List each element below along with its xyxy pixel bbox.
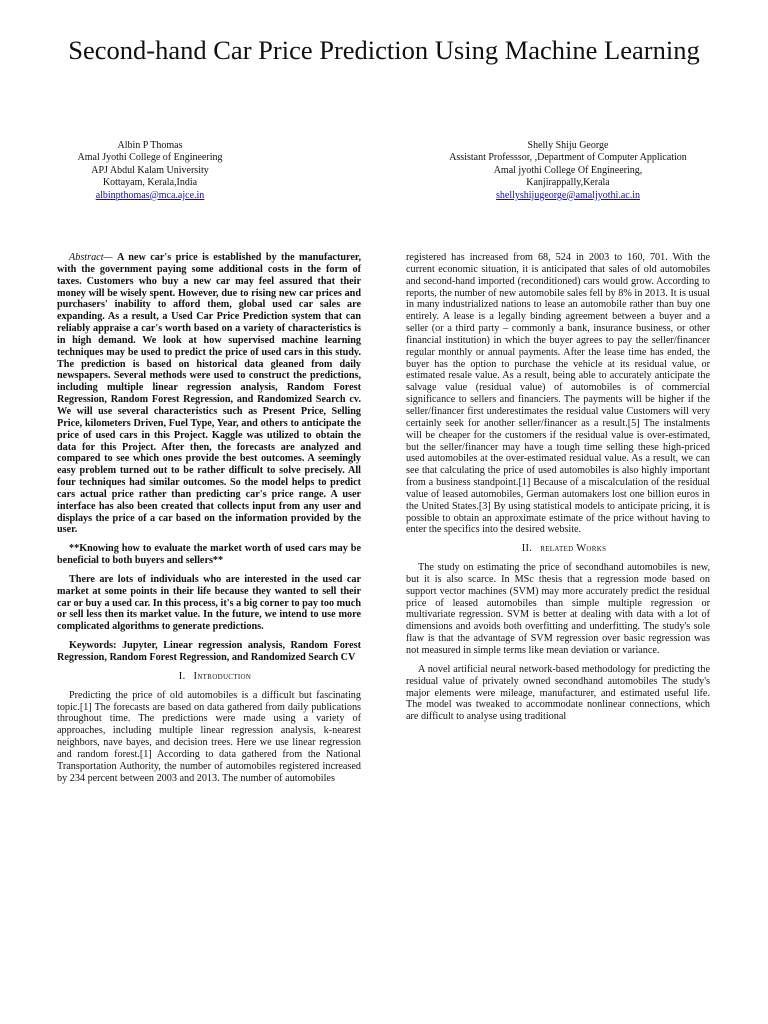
section-number: I. <box>178 670 186 682</box>
author-affiliation: APJ Abdul Kalam University <box>91 164 209 176</box>
introduction-continued-paragraph: registered has increased from 68, 524 in 2003 to 160, 701. With the current economic situation, it is anticipated that sales of old automobiles and second-hand imported (reconditioned) cars would grow. According to reports, the number of new automobile sales fell by 8% in 2013. It is usual in many industrialized nations to lease an automobile rather than buy one entirely. A lease is a legally binding agreement between a buyer and a seller (or a third party – commonly a bank, insurance business, or other financial institution) in which the buyer agrees to pay the seller/financer regular monthly or annual payments. After the lease time has ended, the buyer has the option to purchase the vehicle at its residual value, or estimated resale value. As a result, being able to accurately anticipate the salvage value (residual value) of automobiles is of commercial significance to sellers and financiers. The payments will be higher if the seller/financer first underestimates the residual value Customers will very certainly seek for another seller/financer as a result.[5] The instalments will be cheaper for the customers if the residual value is over-estimated, but the seller/financer may have a tough time selling these high-priced used automobiles at the over-estimated residual value. As a result, we can see that calculating the price of used automobiles is also highly important from a business standpoint.[1] Because of a miscalculation of the residual value of leased automobiles, German automakers lost one billion euros in the United States.[3] By using statistical models to anticipate pricing, it is possible to obtain an approximate estimate of the price without having to enter the specifics into the desired website. <box>406 252 710 536</box>
abstract-label: Abstract <box>69 252 104 263</box>
author-name: Albin P Thomas <box>117 140 183 151</box>
section-title: related Works <box>540 543 607 555</box>
author-block-2 <box>388 140 748 202</box>
author-location: Kanjirappally,Kerala <box>526 177 610 189</box>
section-number: II. <box>521 543 533 555</box>
author-affiliation: Assistant Professsor, ,Department of Computer Application <box>449 152 687 164</box>
author-location: Kottayam, Kerala,India <box>102 177 198 189</box>
section-heading-related-works <box>406 543 710 555</box>
paper-title: Second-hand Car Price Prediction Using Machine Learning <box>68 35 700 65</box>
related-works-paragraph-2: A novel artificial neural network-based methodology for predicting the residual value of privately owned secondhand automobiles The study's major elements were mileage, manufacturer, and estimated useful life. The model was tweaked to accommodate nonlinear connections, which are difficult to analyse using traditional <box>406 663 710 723</box>
author-email-link[interactable]: albinpthomas@mca.ajce.in <box>95 189 205 201</box>
author-email-link[interactable]: shellyshijugeorge@amaljyothi.ac.in <box>496 189 640 201</box>
introduction-paragraph: Predicting the price of old automobiles is a difficult but fascinating topic.[1] The forecasts are based on data gathered from daily publications throughout time. The predictions were made using a variety of approaches, including multiple linear regression analysis, k-nearest neighbors, nave bayes, and decision trees. Here we use linear regression and random forest.[1] According to data gathered from the National Transportation Authority, the number of automobiles registered increased by 234 percent between 2003 and 2013. The number of automobiles <box>57 689 361 784</box>
author-affiliation: Amal Jyothi College of Engineering <box>77 152 223 164</box>
bold-note: **Knowing how to evaluate the market worth of used cars may be beneficial to both buyers and sellers** <box>57 543 361 567</box>
related-works-paragraph-1: The study on estimating the price of secondhand automobiles is new, but it is also scarce. In MSc thesis that a regression mode based on support vector machines (SVM) may more accurately predict the residual price of leased automobiles than simple multiple regression or multivariate regression. SVM is better at dealing with data with a lot of dimensions and avoids both overfitting and underfitting. The study's sole flaw is that the advantage of SVM regression over basic regression was not measured in simple terms like mean deviation or variance. <box>406 562 710 656</box>
abstract-text: A new car's price is established by the manufacturer, with the government paying some additional costs in the form of taxes. Customers who buy a new car may feel assured that their money will be wisely spent. However, due to rising new car prices and purchasers' inability to afford them, global used car sales are expanding. As a result, a Used Car Price Prediction system that can reliably appraise a car's worth based on a variety of characteristics is in high demand. We look at how supervised machine learning techniques may be used to predict the price of used cars in this study. The prediction is based on historical data gleaned from daily newspapers. Several methods were used to construct the predictions, including multiple linear regression analysis, Random Forest Regression, Random Forest Regression, and Randomized Search cv. We will use several characteristics such as Present Price, Selling Price, kilometers Driven, Fuel Type, Year, and others to anticipate the price of used cars in this Project. Kaggle was utilized to obtain the data for this Project. After then, the forecasts are analyzed and compared to see which ones provide the best outcomes. A seemingly easy problem turned out to be rather difficult to solve precisely. All four techniques had similar outcomes. So the model helps to predict cars actual price rather than predicting car's price range. A user interface has also been created that collects input from any user and displays the price of a car based on the information provided by the user. <box>57 252 362 536</box>
section-heading-introduction <box>57 671 361 683</box>
left-column <box>57 252 361 791</box>
right-column <box>406 252 710 730</box>
author-name: Shelly Shiju George <box>527 140 609 151</box>
abstract-dash: — <box>103 252 118 263</box>
author-block-1 <box>30 140 270 202</box>
abstract <box>57 252 361 536</box>
section-title: Introduction <box>193 670 252 682</box>
keywords: Keywords: Jupyter, Linear regression analysis, Random Forest Regression, Random Forest Regression, and Randomized Search CV <box>57 640 361 663</box>
author-affiliation: Amal jyothi College Of Engineering, <box>493 164 643 176</box>
bold-paragraph: There are lots of individuals who are interested in the used car market at some points in their life because they wanted to sell their car or buy a used car. In this process, it's a big corner to pay too much or sell less then its market value. In the future, we intend to use more complicated algorithms to generate predictions. <box>57 573 361 633</box>
